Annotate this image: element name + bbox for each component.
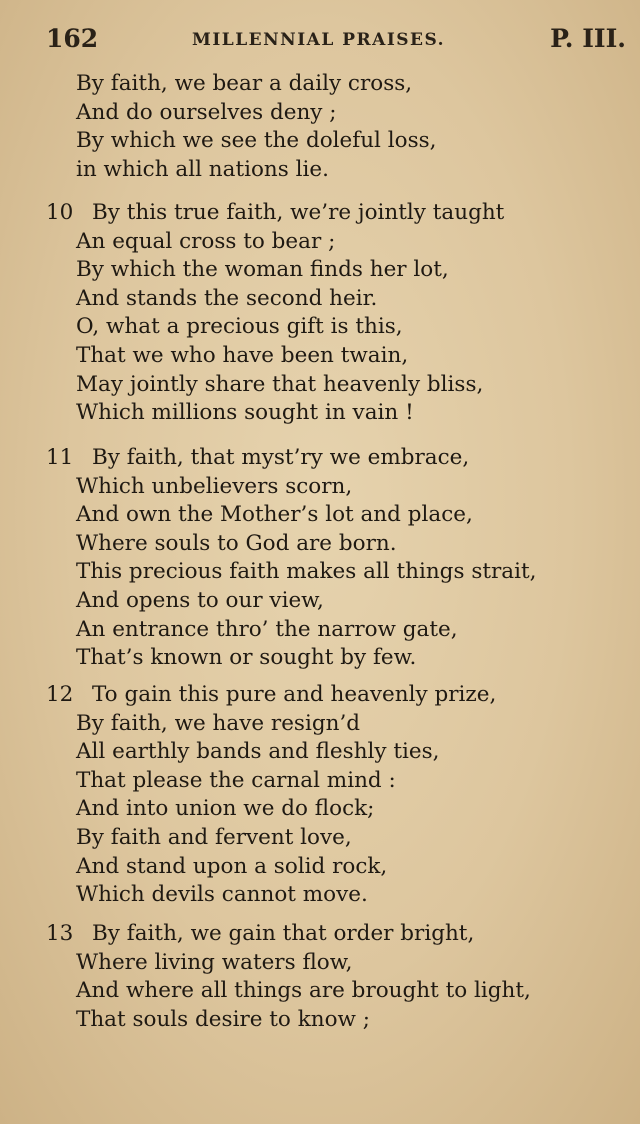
verse-line: An entrance thro’ the narrow gate,	[76, 616, 458, 642]
verse-line: May jointly share that heavenly bliss,	[76, 371, 484, 397]
stanza-12	[46, 681, 606, 910]
verse-line: Which millions sought in vain !	[76, 400, 414, 426]
stanza-number: 10	[46, 200, 74, 225]
verse-line: Where living waters flow,	[76, 949, 353, 975]
verse-line: Which unbelievers scorn,	[76, 473, 353, 499]
running-title: MILLENNIAL PRAISES.	[192, 30, 446, 50]
verse-line: 11 By faith, that myst’ry we embrace,	[46, 444, 606, 473]
verse-line: By faith, we bear a daily cross,	[76, 71, 413, 96]
stanza-13	[46, 920, 606, 1034]
page-number: 162	[46, 24, 99, 53]
stanza-number: 12	[46, 682, 74, 707]
verse-line: And own the Mother’s lot and place,	[76, 502, 473, 528]
verse-line: This precious faith makes all things strait,	[76, 559, 537, 585]
verse-line: 13 By faith, we gain that order bright,	[46, 920, 606, 949]
stanza-continued	[46, 70, 606, 184]
verse-line: That we who have been twain,	[76, 342, 409, 368]
verse-line: By faith and fervent love,	[76, 824, 352, 850]
verse-line: That please the carnal mind :	[76, 767, 396, 793]
verse-line: in which all nations lie.	[76, 156, 329, 182]
verse-line: O, what a precious gift is this,	[76, 314, 403, 340]
verse-line: And where all things are brought to light,	[76, 978, 531, 1004]
stanza-11	[46, 444, 606, 673]
verse-line: That souls desire to know ;	[76, 1006, 370, 1032]
verse-line: All earthly bands and fleshly ties,	[76, 739, 440, 765]
stanza-number: 13	[46, 921, 74, 946]
stanza-number: 11	[46, 445, 74, 470]
verse-line: And do ourselves deny ;	[76, 99, 337, 125]
verse-line: That’s known or sought by few.	[76, 645, 417, 671]
verse-line: Which devils cannot move.	[76, 882, 368, 908]
verse-line: By faith, we have resign’d	[76, 710, 361, 736]
verse-line: An equal cross to bear ;	[76, 228, 336, 254]
verse-line: 12 To gain this pure and heavenly prize,	[46, 681, 606, 710]
verse-line: And into union we do flock;	[76, 796, 375, 822]
verse-line: And stand upon a solid rock,	[76, 853, 388, 879]
verse-line: And stands the second heir.	[76, 285, 378, 311]
verse-line: And opens to our view,	[76, 587, 324, 613]
verse-line: 10 By this true faith, we’re jointly taught	[46, 199, 606, 228]
verse-line: Where souls to God are born.	[76, 530, 397, 556]
part-label: P. III.	[550, 24, 626, 53]
stanza-10	[46, 199, 606, 428]
verse-line: By which the woman finds her lot,	[76, 257, 449, 283]
verse-line: By which we see the doleful loss,	[76, 128, 437, 154]
